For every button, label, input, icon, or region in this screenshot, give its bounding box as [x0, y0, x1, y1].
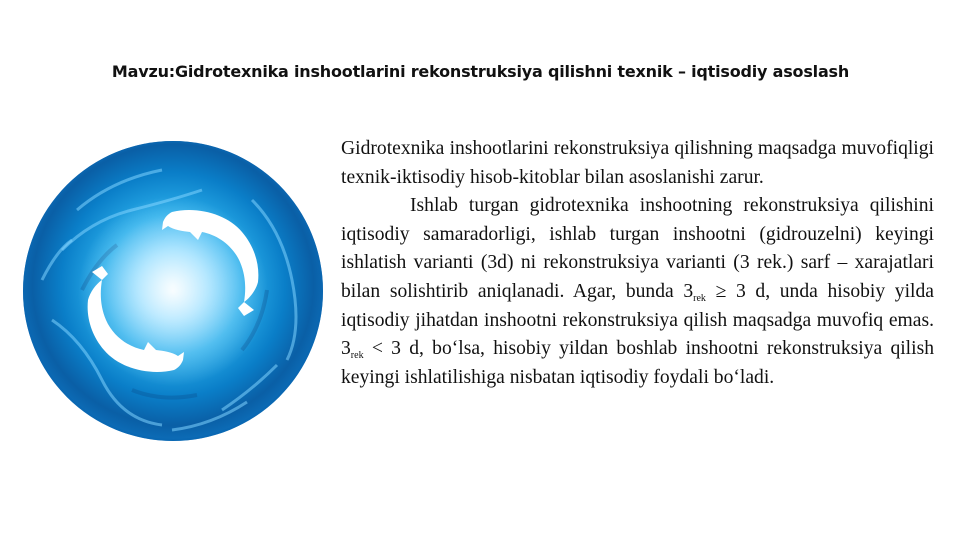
water-orb-image: [22, 140, 324, 442]
water-orb-fish-icon: [22, 140, 324, 442]
paragraph-2-part-3: < 3 d, bo‘lsa, hisobiy yildan boshlab inshootni rekonstruksiya qilish keyingi ishlatilishiga nisbatan iqtisodiy foydali bo‘ladi.: [341, 338, 934, 388]
paragraph-2: [341, 192, 934, 392]
paragraph-2-part-1: Ishlab turgan gidrotexnika inshootning rekonstruksiya qilishini iqtisodiy samaradorligi, ishlab turgan inshootni (gidrouzelni) keyingi ishlatish varianti (3d) ni rekonstruksiya varianti (3 rek.) sarf – xarajatlari bilan solishtirib aniqlanadi. Agar, bunda 3: [341, 195, 934, 302]
slide-title: Mavzu:Gidrotexnika inshootlarini rekonstruksiya qilishni texnik – iqtisodiy asoslash: [111, 62, 850, 81]
body-text: [341, 135, 934, 392]
paragraph-2-part-2: ≥ 3 d, unda hisobiy yilda iqtisodiy jihatdan inshootni rekonstruksiya qilish maqsadga muvofiq emas. 3: [341, 280, 934, 360]
subscript-rek-1: rek: [693, 292, 706, 304]
subscript-rek-2: rek: [350, 350, 364, 362]
paragraph-1: Gidrotexnika inshootlarini rekonstruksiya qilishning maqsadga muvofiqligi texnik-iktisodiy hisob-kitoblar bilan asoslanishi zarur.: [341, 138, 934, 188]
